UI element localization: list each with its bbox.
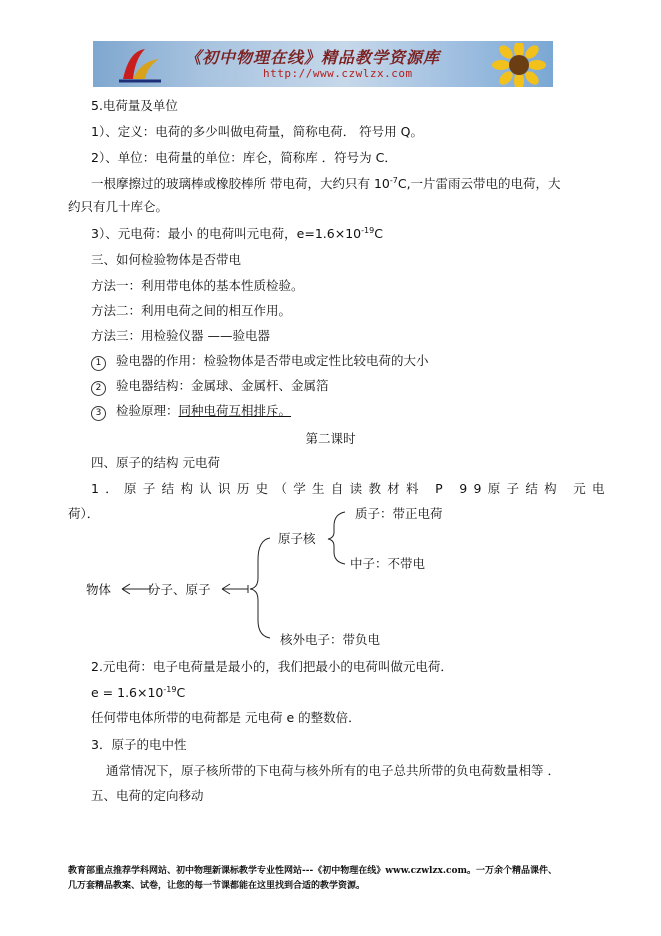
- method-1: 方法一：利用带电体的基本性质检验。: [91, 278, 304, 293]
- section-5-heading: 5.电荷量及单位: [91, 98, 178, 113]
- elementary-charge-2: 2.元电荷：电子电荷量是最小的，我们把最小的电荷叫做元电荷．: [91, 659, 453, 674]
- integer-multiple-note: 任何带电体所带的电荷都是 元电荷 e 的整数倍．: [91, 710, 361, 725]
- atom-neutrality-heading: 3．原子的电中性: [91, 737, 187, 752]
- diagram-neutron: 中子：不带电: [350, 556, 426, 571]
- atom-history: 1．原子结构认识历史（学生自读教材料 P 99原子结构 元电: [91, 481, 611, 496]
- diagram-electron: 核外电子：带负电: [280, 632, 381, 647]
- banner-url: http://www.czwlzx.com: [263, 67, 413, 80]
- charge-unit: 2）、单位：电荷量的单位：库仑，简称库 ．符号为 C．: [91, 150, 397, 165]
- electroscope-purpose: 1 验电器的作用：检验物体是否带电或定性比较电荷的大小: [91, 353, 429, 371]
- charge-example-cont: 约只有几十库仑。: [68, 199, 169, 214]
- charge-definition: 1）、定义：电荷的多少叫做电荷量，简称电荷． 符号用 Q。: [91, 124, 423, 139]
- e-value: $e = 1.6\times 10^{-19}C$: [91, 685, 186, 700]
- method-3: 方法三：用检验仪器 ——验电器: [91, 328, 270, 343]
- banner-title: 《初中物理在线》精品教学资源库: [185, 48, 441, 67]
- section-5b-heading: 五、电荷的定向移动: [91, 788, 204, 803]
- header-banner: [93, 41, 553, 87]
- diagram-proton: 质子：带正电荷: [355, 506, 443, 521]
- electroscope-principle: 3 检验原理：同种电荷互相排斥。: [91, 403, 291, 421]
- section-3-heading: 三、如何检验物体是否带电: [91, 252, 242, 267]
- electroscope-structure: 2 验电器结构：金属球、金属杆、金属箔: [91, 378, 329, 396]
- method-2: 方法二：利用电荷之间的相互作用。: [91, 303, 292, 318]
- elementary-charge: 3）、元电荷：最小 的电荷叫元电荷，$e=1.6\times 10^{-19}C$: [91, 226, 383, 241]
- footer-line-1: 教育部重点推荐学科网站、初中物理新课标教学专业性网站---《初中物理在线》www.czwlzx.com。一万余个精品课件、: [68, 866, 558, 876]
- diagram-molecule-atom: 分子、原子: [148, 582, 211, 597]
- diagram-object: 物体: [86, 582, 112, 597]
- section-4-heading: 四、原子的结构 元电荷: [91, 455, 220, 470]
- lesson-2-title: 第二课时: [305, 431, 356, 446]
- footer-line-2: 几万套精品教案、试卷，让您的每一节课都能在这里找到合适的教学资源。: [68, 881, 366, 891]
- atom-neutrality-text: 通常情况下，原子核所带的下电荷与核外所有的电子总共所带的负电荷数量相等 ．: [106, 763, 560, 778]
- atom-history-cont: 荷）．: [68, 506, 100, 521]
- charge-example: 一根摩擦过的玻璃棒或橡胶棒所 带电荷，大约只有 $10^{-7}C$,一片雷雨云带电的电荷，大: [91, 176, 561, 191]
- diagram-nucleus: 原子核: [278, 531, 316, 546]
- sunflower-icon: [488, 43, 550, 87]
- site-logo-icon: [115, 45, 163, 83]
